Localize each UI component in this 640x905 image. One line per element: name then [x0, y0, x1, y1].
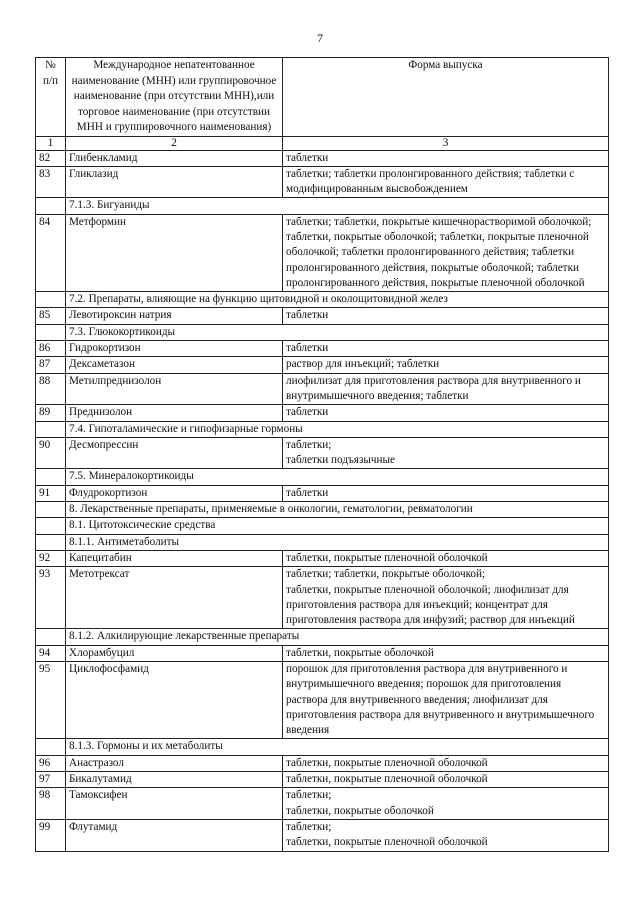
group-header-row [36, 739, 609, 755]
row-number: 98 [36, 788, 66, 820]
release-form: таблетки [283, 341, 609, 357]
table-row [36, 772, 609, 788]
drug-name: Преднизолон [66, 405, 283, 421]
group-header-row [36, 421, 609, 437]
drug-name: Метилпреднизолон [66, 373, 283, 405]
release-form: таблетки; таблетки, покрытые оболочкой; таблетки, покрытые пленочной оболочкой; лиофилизат для приготовления раствора для инъекций; концентрат для приготовления раствора для инфузий; раствор для инъекций [283, 567, 609, 629]
group-spacer [36, 198, 66, 214]
group-spacer [36, 502, 66, 518]
row-number: 86 [36, 341, 66, 357]
release-form: таблетки, покрытые пленочной оболочкой [283, 755, 609, 771]
drug-name: Дексаметазон [66, 357, 283, 373]
row-number: 88 [36, 373, 66, 405]
group-title: 8.1. Цитотоксические средства [66, 518, 609, 534]
row-number: 89 [36, 405, 66, 421]
table-row [36, 550, 609, 566]
group-spacer [36, 421, 66, 437]
release-form: таблетки [283, 150, 609, 166]
release-form: таблетки; таблетки подъязычные [283, 437, 609, 469]
column-index: 1 [36, 136, 66, 150]
drug-name: Метформин [66, 214, 283, 291]
group-header-row [36, 469, 609, 485]
row-number: 97 [36, 772, 66, 788]
table-row [36, 485, 609, 501]
release-form: таблетки [283, 308, 609, 324]
row-number: 95 [36, 662, 66, 739]
drug-name: Глибенкламид [66, 150, 283, 166]
release-form: таблетки; таблетки пролонгированного действия; таблетки с модифицированным высвобождением [283, 166, 609, 198]
table-row [36, 819, 609, 851]
group-title: 8.1.1. Антиметаболиты [66, 534, 609, 550]
table-row [36, 214, 609, 291]
table-row [36, 662, 609, 739]
table-row [36, 357, 609, 373]
row-number: 85 [36, 308, 66, 324]
row-number: 82 [36, 150, 66, 166]
group-spacer [36, 629, 66, 645]
drug-name: Бикалутамид [66, 772, 283, 788]
group-spacer [36, 292, 66, 308]
table-row [36, 645, 609, 661]
table-row [36, 166, 609, 198]
drug-name: Анастразол [66, 755, 283, 771]
release-form: лиофилизат для приготовления раствора для внутривенного и внутримышечного введения; таблетки [283, 373, 609, 405]
release-form: таблетки [283, 485, 609, 501]
column-index: 3 [283, 136, 609, 150]
group-spacer [36, 324, 66, 340]
row-number: 83 [36, 166, 66, 198]
release-form: таблетки; таблетки, покрытые пленочной оболочкой [283, 819, 609, 851]
release-form: таблетки, покрытые оболочкой [283, 645, 609, 661]
table-row [36, 150, 609, 166]
group-title: 7.4. Гипоталамические и гипофизарные гормоны [66, 421, 609, 437]
row-number: 84 [36, 214, 66, 291]
group-title: 8.1.3. Гормоны и их метаболиты [66, 739, 609, 755]
table-row [36, 308, 609, 324]
row-number: 99 [36, 819, 66, 851]
group-header-row [36, 534, 609, 550]
table-row [36, 567, 609, 629]
header-form: Форма выпуска [283, 58, 609, 137]
group-title: 7.2. Препараты, влияющие на функцию щитовидной и околощитовидной желез [66, 292, 609, 308]
table-row [36, 437, 609, 469]
column-index-row [36, 136, 609, 150]
group-header-row [36, 324, 609, 340]
row-number: 96 [36, 755, 66, 771]
group-header-row [36, 292, 609, 308]
row-number: 94 [36, 645, 66, 661]
drug-name: Гликлазид [66, 166, 283, 198]
group-title: 8.1.2. Алкилирующие лекарственные препараты [66, 629, 609, 645]
group-spacer [36, 534, 66, 550]
column-index: 2 [66, 136, 283, 150]
group-spacer [36, 739, 66, 755]
drug-name: Левотироксин натрия [66, 308, 283, 324]
header-number: № п/п [36, 58, 66, 137]
row-number: 87 [36, 357, 66, 373]
table-row [36, 788, 609, 820]
group-spacer [36, 518, 66, 534]
row-number: 92 [36, 550, 66, 566]
drug-name: Флутамид [66, 819, 283, 851]
group-header-row [36, 502, 609, 518]
group-header-row [36, 629, 609, 645]
drug-name: Тамоксифен [66, 788, 283, 820]
release-form: таблетки, покрытые пленочной оболочкой [283, 772, 609, 788]
table-row [36, 373, 609, 405]
group-title: 7.3. Глюкокортикоиды [66, 324, 609, 340]
drug-name: Метотрексат [66, 567, 283, 629]
drug-name: Циклофосфамид [66, 662, 283, 739]
release-form: раствор для инъекций; таблетки [283, 357, 609, 373]
drug-name: Десмопрессин [66, 437, 283, 469]
release-form: таблетки; таблетки, покрытые кишечнорастворимой оболочкой; таблетки, покрытые оболочкой; таблетки, покрытые пленочной оболочкой; таблетки пролонгированного действия; таблетки пролонгированного действия, покрытые оболочкой; таблетки пролонгированного действия, покрытые пленочной оболочкой [283, 214, 609, 291]
table-row [36, 341, 609, 357]
page-number: 7 [317, 31, 323, 45]
group-title: 7.5. Минералокортикоиды [66, 469, 609, 485]
group-title: 7.1.3. Бигуаниды [66, 198, 609, 214]
drug-table [35, 57, 609, 852]
table-header-row [36, 58, 609, 137]
table-row [36, 755, 609, 771]
release-form: таблетки; таблетки, покрытые оболочкой [283, 788, 609, 820]
drug-name: Капецитабин [66, 550, 283, 566]
release-form: порошок для приготовления раствора для внутривенного и внутримышечного введения; порошок для приготовления раствора для внутривенного введения; лиофилизат для приготовления раствора для внутривенного и внутримышечного введения [283, 662, 609, 739]
release-form: таблетки, покрытые пленочной оболочкой [283, 550, 609, 566]
row-number: 90 [36, 437, 66, 469]
row-number: 91 [36, 485, 66, 501]
group-header-row [36, 198, 609, 214]
group-title: 8. Лекарственные препараты, применяемые в онкологии, гематологии, ревматологии [66, 502, 609, 518]
header-name: Международное непатентованное наименование (МНН) или группировочное наименование (при отсутствии МНН),или торговое наименование (при отсутствии МНН и группировочного наименования) [66, 58, 283, 137]
group-header-row [36, 518, 609, 534]
table-body [36, 150, 609, 851]
table-row [36, 405, 609, 421]
row-number: 93 [36, 567, 66, 629]
group-spacer [36, 469, 66, 485]
drug-name: Хлорамбуцил [66, 645, 283, 661]
drug-name: Гидрокортизон [66, 341, 283, 357]
release-form: таблетки [283, 405, 609, 421]
drug-name: Флудрокортизон [66, 485, 283, 501]
